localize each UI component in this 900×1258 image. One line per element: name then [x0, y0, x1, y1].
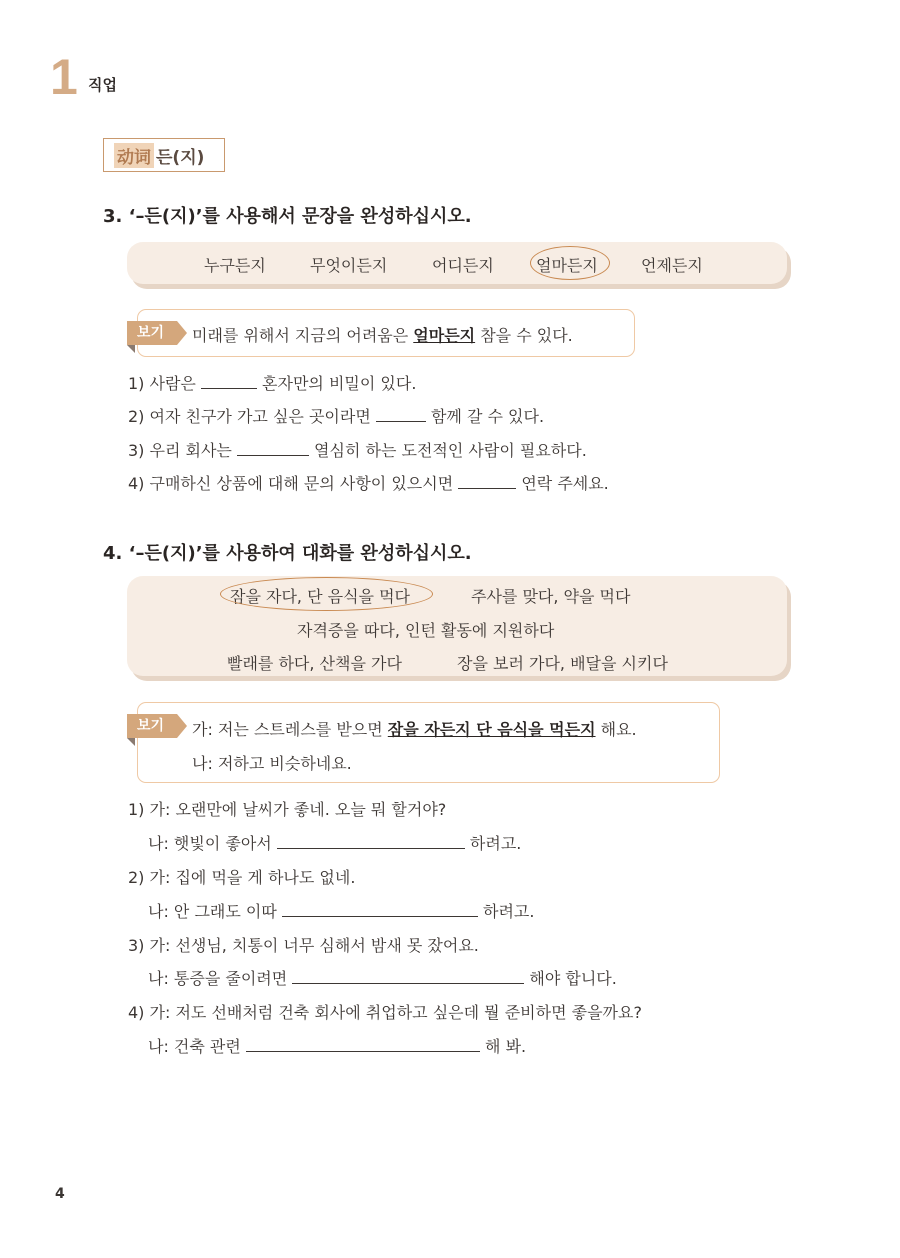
label-fold-shape: [127, 738, 135, 746]
q4-item-1-na-pre: 나: 햇빛이 좋아서: [148, 834, 277, 853]
q4-phrase-5: 장을 보러 가다, 배달을 시키다: [457, 654, 668, 673]
q3-example-post: 참을 수 있다.: [475, 326, 573, 345]
example-circle-mark: [220, 577, 433, 611]
q4-example-ga: [192, 717, 637, 740]
q4-item-1-ga: 1) 가: 오랜만에 날씨가 좋네. 오늘 뭐 할거야?: [128, 800, 447, 819]
q4-item-2-na-pre: 나: 안 그래도 이따: [148, 902, 282, 921]
q4-item-1-na: [148, 831, 521, 854]
q3-item-3-post: 열심히 하는 도전적인 사람이 필요하다.: [308, 441, 587, 460]
q3-word-3: 어디든지: [432, 256, 494, 275]
q3-example-pre: 미래를 위해서 지금의 어려움은: [192, 326, 414, 345]
q3-word-2: 무엇이든지: [310, 256, 388, 275]
q4-item-3-na: [148, 966, 617, 989]
q3-item-3-blank[interactable]: [237, 441, 309, 456]
q3-item-4-post: 연락 주세요.: [516, 474, 609, 493]
q4-item-2-na-post: 하려고.: [477, 902, 535, 921]
q4-phrase-3: 자격증을 따다, 인턴 활동에 지원하다: [297, 621, 555, 640]
q4-example-ga-prefix: 가:: [192, 720, 213, 739]
q3-item-2-post: 함께 갈 수 있다.: [425, 407, 545, 426]
q3-item-1-pre: 1) 사람은: [128, 374, 201, 393]
q3-word-1: 누구든지: [204, 256, 266, 275]
q4-item-4-na-post: 해 봐.: [479, 1037, 527, 1056]
q4-example-na-prefix: 나:: [192, 754, 213, 773]
q4-example-na: [192, 751, 352, 774]
q3-word-4: 얼마든지: [536, 256, 598, 275]
q3-item-4-blank[interactable]: [458, 474, 516, 489]
q4-example-na-text: 저하고 비슷하네요.: [217, 754, 352, 773]
q4-item-3-blank[interactable]: [292, 969, 524, 984]
q4-item-3-na-pre: 나: 통증을 줄이려면: [148, 969, 293, 988]
q4-example-ga-pre: 저는 스트레스를 받으면: [217, 720, 388, 739]
q3-example-sentence: [192, 323, 573, 346]
q4-item-4-blank[interactable]: [246, 1037, 480, 1052]
q3-item-4-pre: 4) 구매하신 상품에 대해 문의 사항이 있으시면: [128, 474, 459, 493]
q4-item-2-ga: 2) 가: 집에 먹을 게 하나도 없네.: [128, 868, 356, 887]
q3-example-label: 보기: [127, 321, 177, 345]
q4-item-4-na: [148, 1034, 526, 1057]
grammar-tag-pattern: 든(지): [156, 147, 205, 168]
q4-item-3-ga: 3) 가: 선생님, 치통이 너무 심해서 밤새 못 잤어요.: [128, 936, 479, 955]
q4-example-answer: 잠을 자든지 단 음식을 먹든지: [387, 720, 596, 739]
q4-phrase-2: 주사를 맞다, 약을 먹다: [471, 587, 631, 606]
q3-example-answer: 얼마든지: [413, 326, 476, 345]
q4-title: 4. ‘–든(지)’를 사용하여 대화를 완성하십시오.: [103, 543, 472, 564]
q4-item-2-na: [148, 899, 534, 922]
q3-item-3-pre: 3) 우리 회사는: [128, 441, 237, 460]
q4-item-1-na-post: 하려고.: [464, 834, 522, 853]
q3-item-2-pre: 2) 여자 친구가 가고 싶은 곳이라면: [128, 407, 376, 426]
q3-item-1-blank[interactable]: [201, 374, 257, 389]
q3-item-2: [128, 404, 544, 427]
q4-item-4-na-pre: 나: 건축 관련: [148, 1037, 246, 1056]
chapter-title: 직업: [88, 76, 117, 94]
example-circle-mark: [530, 246, 610, 280]
q4-phrase-1: 잠을 자다, 단 음식을 먹다: [230, 587, 410, 606]
q4-example-ga-post: 해요.: [595, 720, 637, 739]
q3-item-1-post: 혼자만의 비밀이 있다.: [256, 374, 417, 393]
page-number: 4: [55, 1186, 65, 1202]
q3-item-2-blank[interactable]: [376, 407, 426, 422]
grammar-tag: [103, 138, 225, 172]
q4-item-1-blank[interactable]: [277, 834, 465, 849]
q3-item-4: [128, 471, 609, 494]
grammar-tag-highlight: 动词: [114, 143, 154, 168]
label-fold-shape: [127, 345, 135, 353]
q4-item-4-ga: 4) 가: 저도 선배처럼 건축 회사에 취업하고 싶은데 뭘 준비하면 좋을까요?: [128, 1003, 642, 1022]
q3-word-5: 언제든지: [641, 256, 703, 275]
q4-phrase-4: 빨래를 하다, 산책을 가다: [227, 654, 402, 673]
q4-item-3-na-post: 해야 합니다.: [524, 969, 617, 988]
chapter-number: 1: [50, 49, 78, 105]
q3-item-1: [128, 371, 416, 394]
q4-example-label: 보기: [127, 714, 177, 738]
q3-title: 3. ‘–든(지)’를 사용해서 문장을 완성하십시오.: [103, 206, 472, 227]
q3-item-3: [128, 438, 587, 461]
q4-item-2-blank[interactable]: [282, 902, 478, 917]
